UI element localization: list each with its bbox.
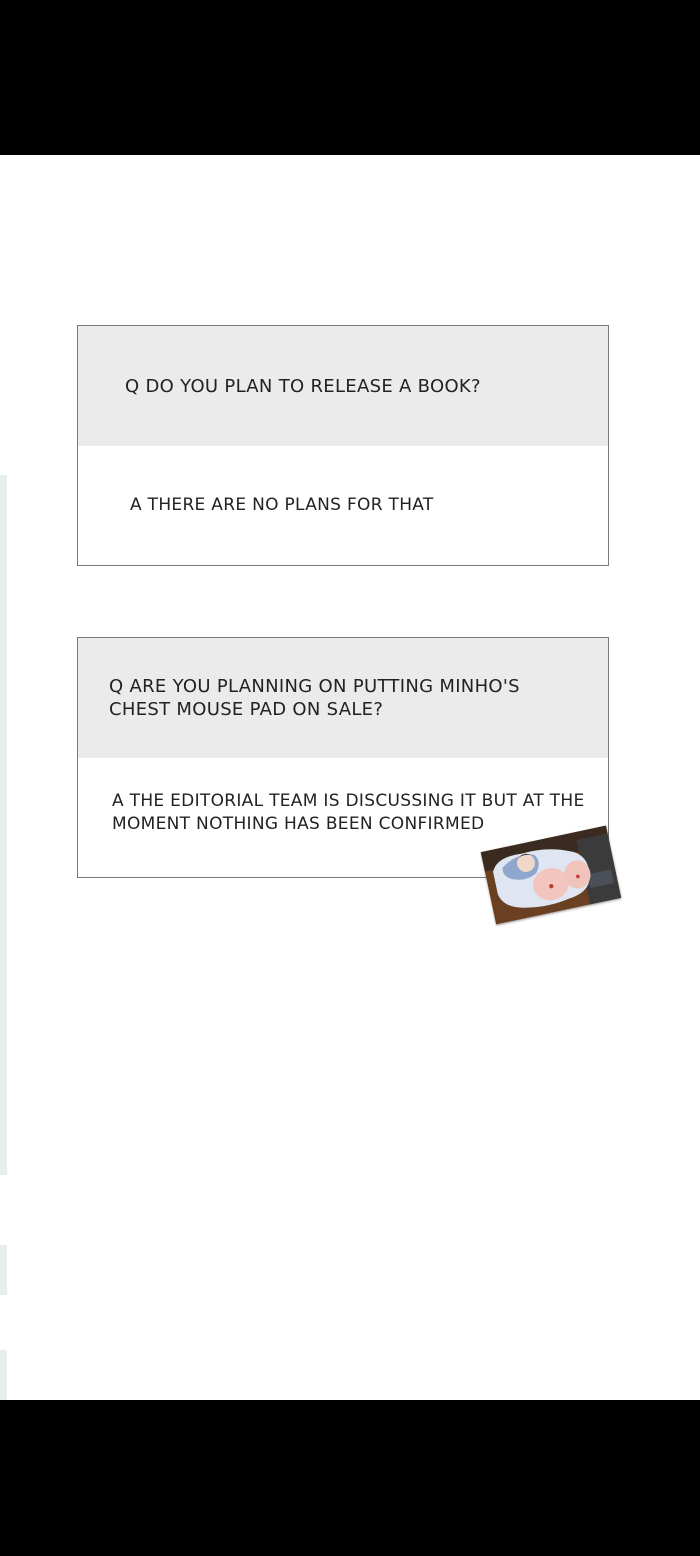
faq-answer: [78, 446, 608, 564]
panel-edge-tint: [0, 1350, 7, 1400]
letterbox-top: [0, 0, 700, 155]
faq-question-text: Q DO YOU PLAN TO RELEASE A BOOK?: [125, 375, 481, 397]
faq-question: [78, 638, 608, 758]
faq-answer-text: MOMENT NOTHING HAS BEEN CONFIRMED: [112, 814, 485, 834]
panel-edge-tint: [0, 475, 7, 1175]
faq-card-1: [77, 325, 609, 566]
panel-edge-tint: [0, 1245, 7, 1295]
faq-question-text: CHEST MOUSE PAD ON SALE?: [109, 699, 384, 720]
letterbox-bottom: [0, 1400, 700, 1556]
faq-answer-text: A THERE ARE NO PLANS FOR THAT: [130, 494, 434, 515]
comic-panel: [0, 155, 700, 1400]
faq-question: [78, 326, 608, 446]
faq-answer-text: A THE EDITORIAL TEAM IS DISCUSSING IT BUT AT THE: [112, 791, 585, 811]
faq-question-text: Q ARE YOU PLANNING ON PUTTING MINHO'S: [109, 676, 520, 697]
